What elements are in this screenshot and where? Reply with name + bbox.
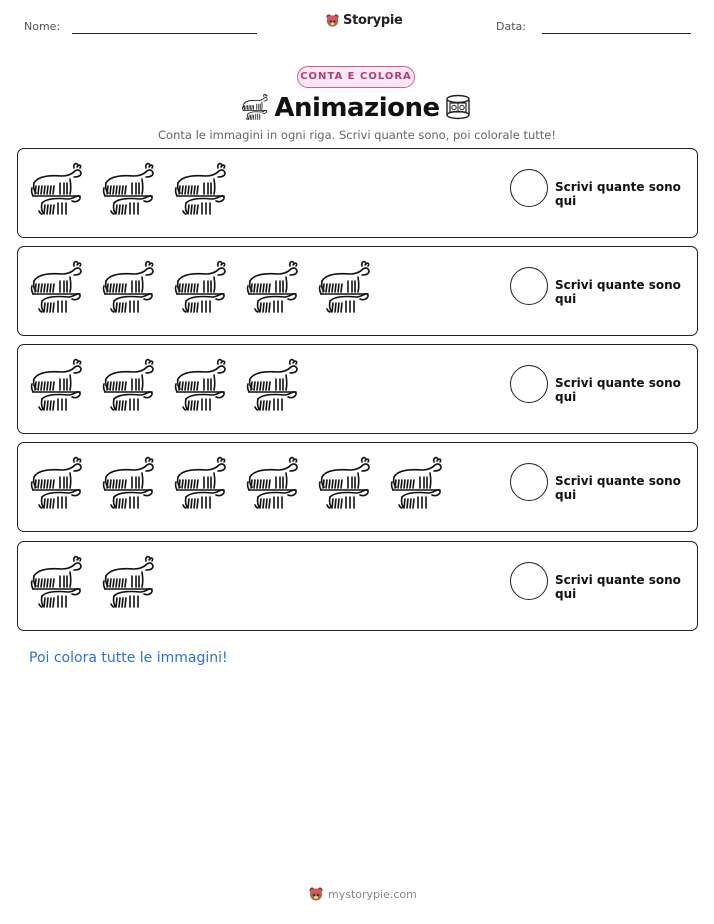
answer-label: Scrivi quante sono qui xyxy=(555,474,681,502)
animal-figure-icon[interactable] xyxy=(246,455,299,511)
animal-figure-icon[interactable] xyxy=(174,161,227,217)
counting-row xyxy=(17,442,698,532)
activity-badge: CONTA E COLORA xyxy=(297,66,415,88)
animal-figure-icon[interactable] xyxy=(174,455,227,511)
animal-figure-icon[interactable] xyxy=(30,259,83,315)
answer-label: Scrivi quante sono qui xyxy=(555,180,681,208)
title-row xyxy=(0,90,714,126)
animal-figure-icon[interactable] xyxy=(102,455,155,511)
animal-figure-icon[interactable] xyxy=(318,259,371,315)
answer-circle[interactable] xyxy=(510,365,548,403)
answer-label: Scrivi quante sono qui xyxy=(555,278,681,306)
animal-group xyxy=(30,455,443,511)
film-reel-icon xyxy=(444,93,472,121)
brand-logo xyxy=(325,13,403,28)
animal-figure-icon[interactable] xyxy=(30,357,83,413)
animal-figure-icon[interactable] xyxy=(102,259,155,315)
answer-circle[interactable] xyxy=(510,463,548,501)
brand-name: Storypie xyxy=(343,13,403,28)
counting-row xyxy=(17,148,698,238)
animal-figure-icon[interactable] xyxy=(318,455,371,511)
animal-figure-icon[interactable] xyxy=(30,161,83,217)
answer-label: Scrivi quante sono qui xyxy=(555,573,681,601)
name-line[interactable] xyxy=(72,33,257,34)
bear-logo-icon xyxy=(308,886,324,902)
date-line[interactable] xyxy=(542,33,691,34)
instructions: Conta le immagini in ogni riga. Scrivi quante sono, poi colorale tutte! xyxy=(158,128,556,142)
counting-row xyxy=(17,541,698,631)
animal-figure-icon[interactable] xyxy=(246,259,299,315)
animal-figure-icon[interactable] xyxy=(102,161,155,217)
animal-group xyxy=(30,259,371,315)
page-title: Animazione xyxy=(274,93,440,123)
site-footer xyxy=(308,886,417,902)
animal-group xyxy=(30,161,227,217)
animal-figure-icon[interactable] xyxy=(102,554,155,610)
answer-circle[interactable] xyxy=(510,169,548,207)
animal-figure-icon[interactable] xyxy=(246,357,299,413)
bear-logo-icon xyxy=(325,13,340,28)
animal-figure-icon[interactable] xyxy=(390,455,443,511)
animal-figure-icon[interactable] xyxy=(30,455,83,511)
animal-figure-icon[interactable] xyxy=(30,554,83,610)
animal-group xyxy=(30,357,299,413)
counting-row xyxy=(17,344,698,434)
name-label: Nome: xyxy=(24,20,61,33)
counting-row xyxy=(17,246,698,336)
answer-circle[interactable] xyxy=(510,562,548,600)
site-url: mystorypie.com xyxy=(328,887,417,901)
answer-circle[interactable] xyxy=(510,267,548,305)
animal-figure-icon[interactable] xyxy=(174,357,227,413)
animal-figure-icon[interactable] xyxy=(102,357,155,413)
animal-figure-icon[interactable] xyxy=(174,259,227,315)
animal-group xyxy=(30,554,155,610)
answer-label: Scrivi quante sono qui xyxy=(555,376,681,404)
coloring-note: Poi colora tutte le immagini! xyxy=(29,650,228,666)
date-label: Data: xyxy=(496,20,526,33)
worksheet-header xyxy=(0,0,714,50)
